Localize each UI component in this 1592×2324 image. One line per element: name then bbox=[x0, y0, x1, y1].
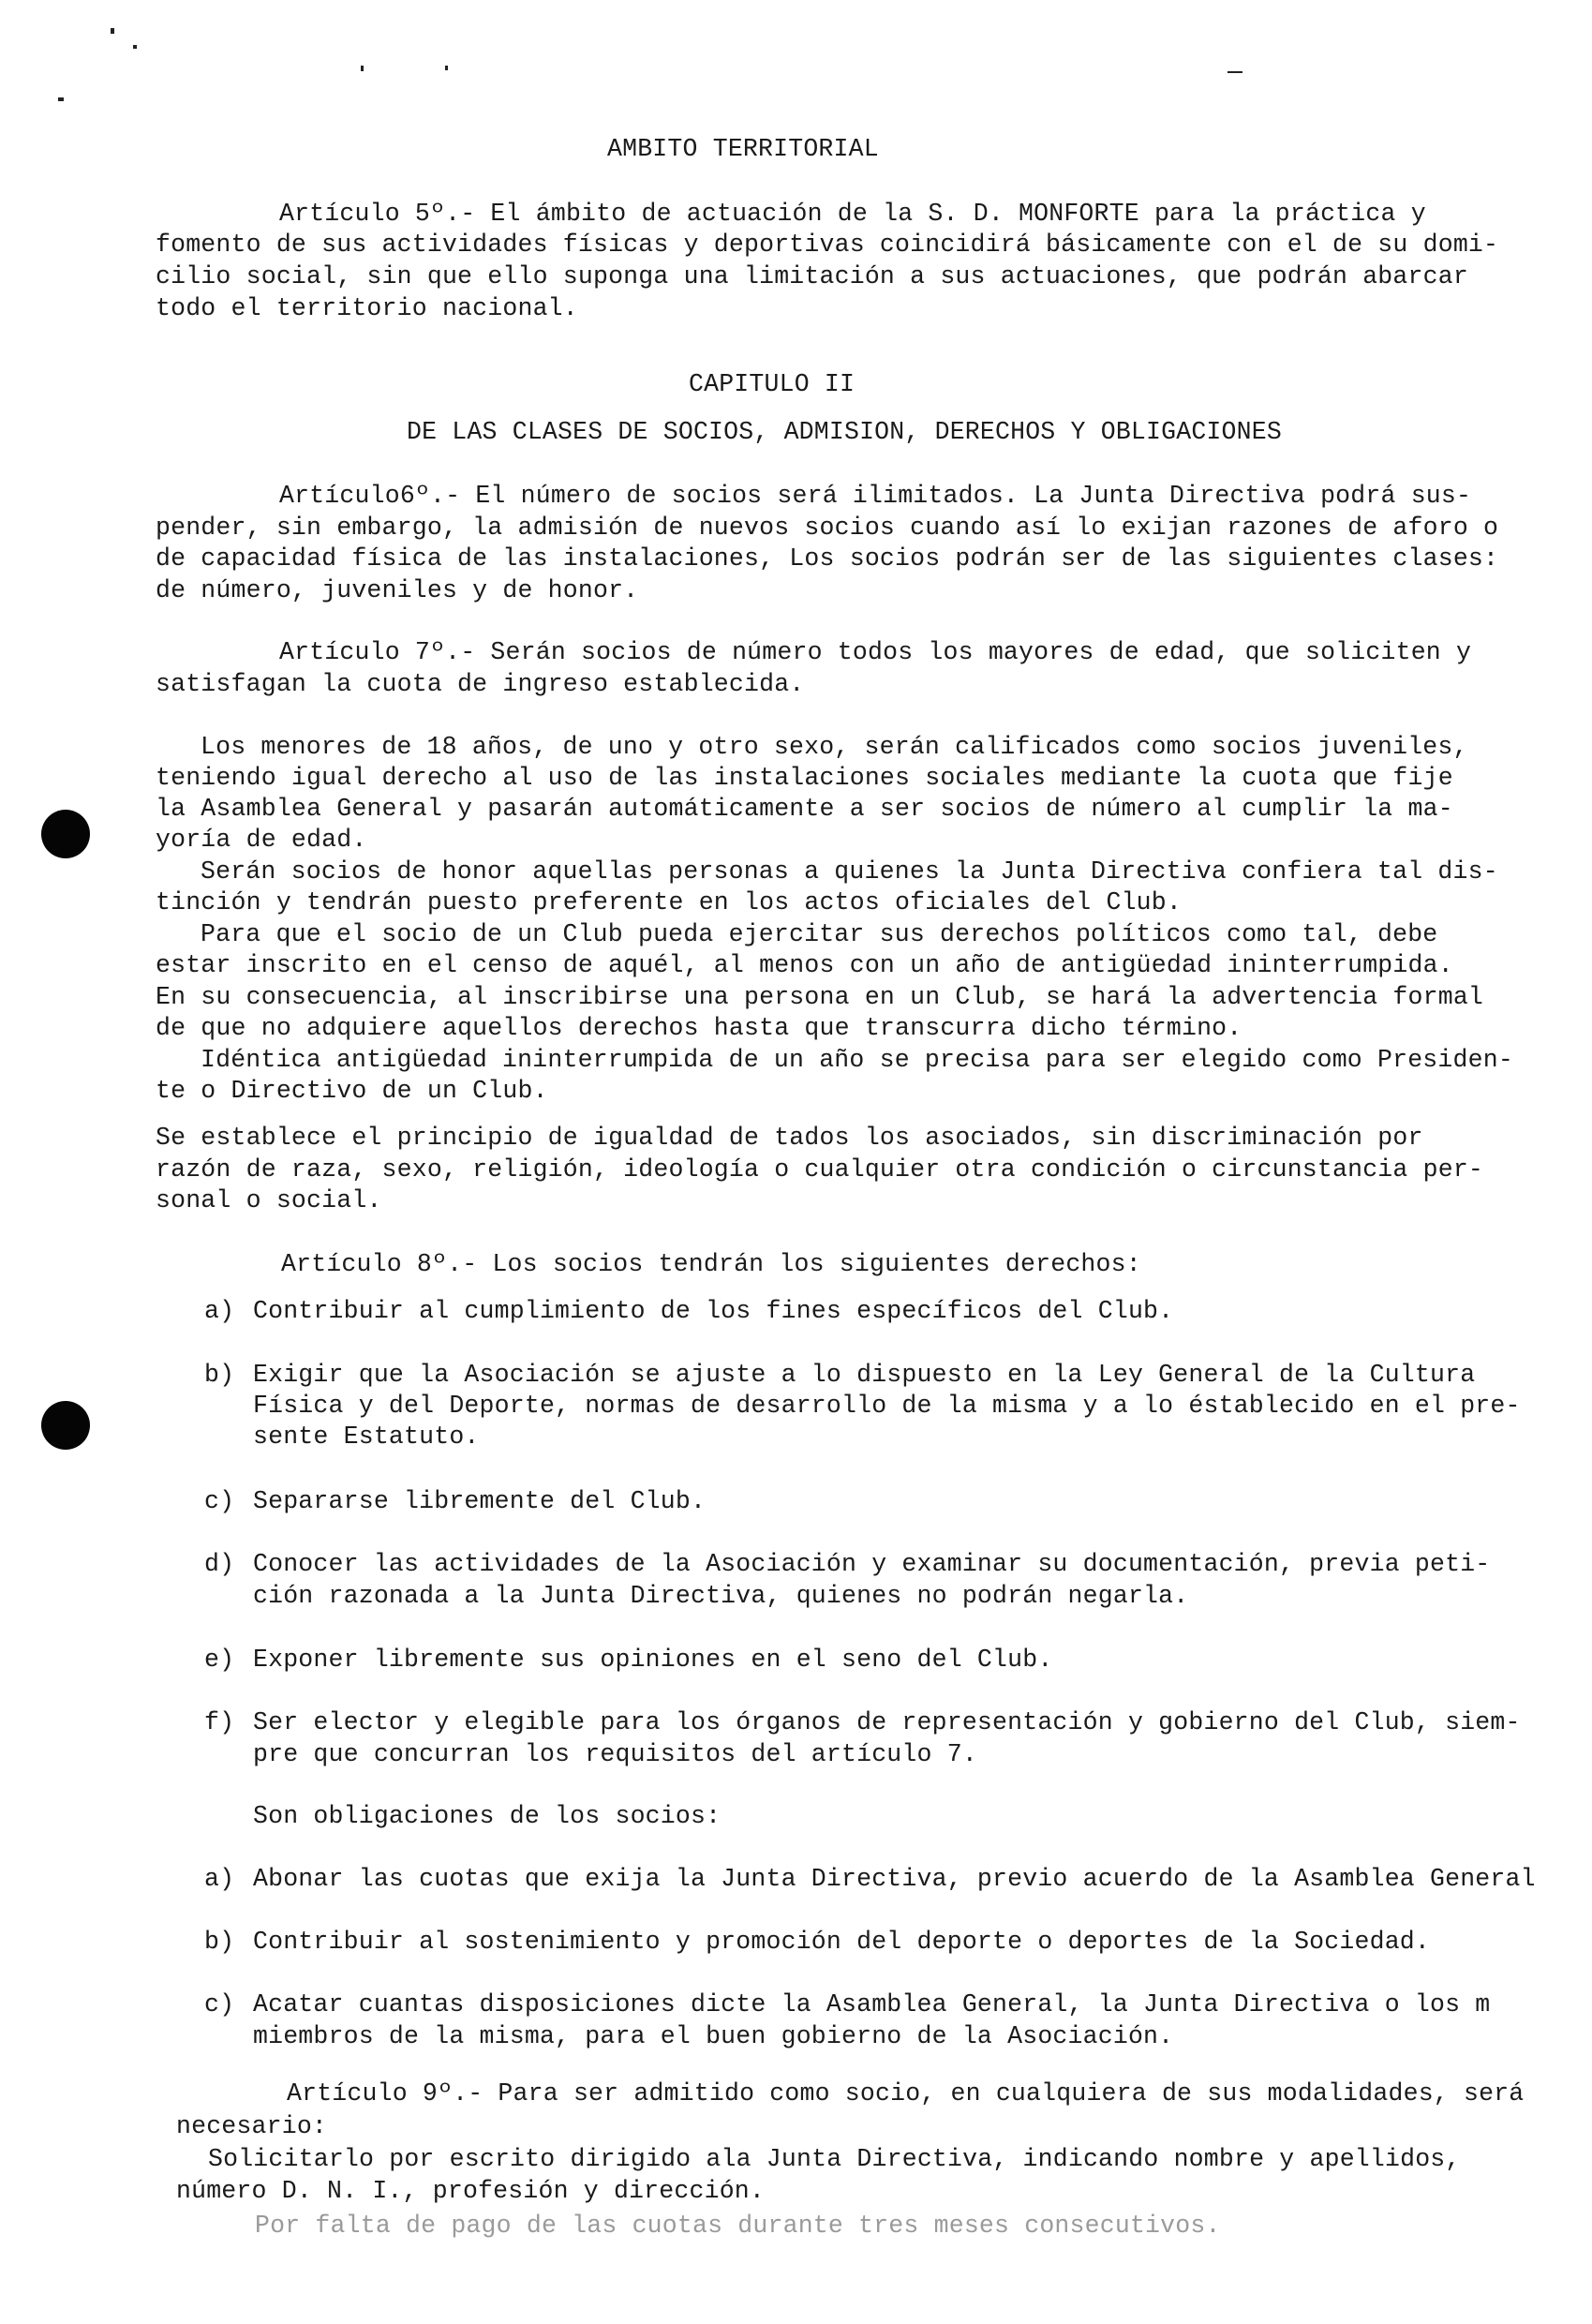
igualdad-line: razón de raza, sexo, religión, ideología o cualquier otra condición o circunstancia per- bbox=[156, 1155, 1484, 1184]
honor-line: tinción y tendrán puesto preferente en los actos oficiales del Club. bbox=[156, 888, 1182, 916]
menores-line: yoría de edad. bbox=[156, 826, 367, 854]
derecho-letter: a) bbox=[204, 1297, 235, 1325]
obligacion-letter: c) bbox=[204, 1990, 235, 2019]
punch-hole-top bbox=[41, 810, 90, 858]
antiguedad-line: Idéntica antigüedad ininterrumpida de un año se precisa para ser elegido como Presiden- bbox=[201, 1046, 1513, 1074]
derecho-line: Conocer las actividades de la Asociación y examinar su documentación, previa peti- bbox=[253, 1550, 1491, 1578]
menores-line: Los menores de 18 años, de uno y otro sexo, serán calificados como socios juveniles, bbox=[201, 733, 1468, 761]
art5-line: todo el territorio nacional. bbox=[156, 294, 578, 322]
obligaciones-intro: Son obligaciones de los socios: bbox=[253, 1802, 722, 1830]
obligacion-line: Abonar las cuotas que exija la Junta Directiva, previo acuerdo de la Asamblea General bbox=[253, 1865, 1536, 1893]
art5-line: cilio social, sin que ello suponga una limitación a sus actuaciones, que podrán abarcar bbox=[156, 262, 1468, 290]
faded-typed-line: Por falta de pago de las cuotas durante tres meses consecutivos. bbox=[255, 2212, 1221, 2240]
scan-speck bbox=[58, 97, 64, 101]
derechos-politicos-line: En su consecuencia, al inscribirse una persona en un Club, se hará la advertencia formal bbox=[156, 983, 1484, 1011]
obligacion-line: Acatar cuantas disposiciones dicte la Asamblea General, la Junta Directiva o los m bbox=[253, 1990, 1491, 2019]
derecho-letter: d) bbox=[204, 1550, 235, 1578]
art6-line: de capacidad física de las instalaciones, Los socios podrán ser de las siguientes clases: bbox=[156, 544, 1499, 573]
derecho-line: Contribuir al cumplimiento de los fines específicos del Club. bbox=[253, 1297, 1174, 1325]
derecho-line: Ser elector y elegible para los órganos de representación y gobierno del Club, siem- bbox=[253, 1708, 1521, 1736]
derecho-line: pre que concurran los requisitos del artículo 7. bbox=[253, 1740, 977, 1768]
obligacion-letter: a) bbox=[204, 1865, 235, 1893]
art5-line: Artículo 5º.- El ámbito de actuación de la S. D. MONFORTE para la práctica y bbox=[279, 200, 1426, 228]
art9-line: Solicitarlo por escrito dirigido ala Junta Directiva, indicando nombre y apellidos, bbox=[208, 2145, 1461, 2173]
chapter-title: DE LAS CLASES DE SOCIOS, ADMISION, DERECHOS Y OBLIGACIONES bbox=[407, 418, 1282, 446]
derechos-politicos-line: de que no adquiere aquellos derechos hasta que transcurra dicho término. bbox=[156, 1014, 1242, 1042]
derecho-line: sente Estatuto. bbox=[253, 1423, 480, 1451]
obligacion-letter: b) bbox=[204, 1928, 235, 1956]
derecho-line: Separarse libremente del Club. bbox=[253, 1487, 707, 1515]
derecho-letter: f) bbox=[204, 1708, 235, 1736]
scan-speck bbox=[111, 28, 114, 34]
derechos-politicos-line: estar inscrito en el censo de aquél, al menos con un año de antigüedad ininterrumpida. bbox=[156, 951, 1453, 979]
art5-line: fomento de sus actividades físicas y deportivas coincidirá básicamente con el de su domi- bbox=[156, 231, 1499, 259]
art9-line: Artículo 9º.- Para ser admitido como socio, en cualquiera de sus modalidades, será bbox=[287, 2079, 1525, 2108]
chapter-number: CAPITULO II bbox=[689, 370, 856, 398]
derecho-line: Exponer libremente sus opiniones en el seno del Club. bbox=[253, 1646, 1053, 1674]
art6-line: Artículo6º.- El número de socios será ilimitados. La Junta Directiva podrá sus- bbox=[279, 482, 1472, 510]
obligacion-line: Contribuir al sostenimiento y promoción del deporte o deportes de la Sociedad. bbox=[253, 1928, 1431, 1956]
derecho-line: Exigir que la Asociación se ajuste a lo dispuesto en la Ley General de la Cultura bbox=[253, 1361, 1476, 1389]
scan-speck bbox=[361, 66, 364, 71]
scan-speck bbox=[133, 45, 137, 49]
derecho-letter: e) bbox=[204, 1646, 235, 1674]
scan-speck bbox=[1227, 71, 1242, 73]
art9-line: número D. N. I., profesión y dirección. bbox=[176, 2177, 766, 2205]
art6-line: pender, sin embargo, la admisión de nuevos socios cuando así lo exijan razones de aforo o bbox=[156, 514, 1499, 542]
art8-intro: Artículo 8º.- Los socios tendrán los siguientes derechos: bbox=[281, 1250, 1141, 1278]
igualdad-line: Se establece el principio de igualdad de tados los asociados, sin discriminación por bbox=[156, 1124, 1423, 1152]
derechos-politicos-line: Para que el socio de un Club pueda ejercitar sus derechos políticos como tal, debe bbox=[201, 920, 1438, 948]
derecho-line: Física y del Deporte, normas de desarrollo de la misma y a lo éstablecido en el pre- bbox=[253, 1392, 1521, 1420]
derecho-letter: c) bbox=[204, 1487, 235, 1515]
punch-hole-bottom bbox=[41, 1401, 90, 1450]
igualdad-line: sonal o social. bbox=[156, 1186, 382, 1214]
menores-line: la Asamblea General y pasarán automáticamente a ser socios de número al cumplir la ma- bbox=[156, 795, 1453, 823]
art7-line: satisfagan la cuota de ingreso establecida. bbox=[156, 670, 805, 698]
menores-line: teniendo igual derecho al uso de las instalaciones sociales mediante la cuota que fije bbox=[156, 764, 1453, 792]
derecho-letter: b) bbox=[204, 1361, 235, 1389]
obligacion-line: miembros de la misma, para el buen gobierno de la Asociación. bbox=[253, 2022, 1174, 2050]
derecho-line: ción razonada a la Junta Directiva, quienes no podrán negarla. bbox=[253, 1582, 1189, 1610]
art9-line: necesario: bbox=[176, 2112, 328, 2140]
heading-ambito-territorial: AMBITO TERRITORIAL bbox=[607, 135, 879, 163]
honor-line: Serán socios de honor aquellas personas a quienes la Junta Directiva confiera tal dis- bbox=[201, 857, 1498, 886]
art7-line: Artículo 7º.- Serán socios de número todos los mayores de edad, que soliciten y bbox=[279, 638, 1472, 666]
scan-speck bbox=[445, 66, 448, 70]
antiguedad-line: te o Directivo de un Club. bbox=[156, 1077, 548, 1105]
art6-line: de número, juveniles y de honor. bbox=[156, 576, 639, 604]
